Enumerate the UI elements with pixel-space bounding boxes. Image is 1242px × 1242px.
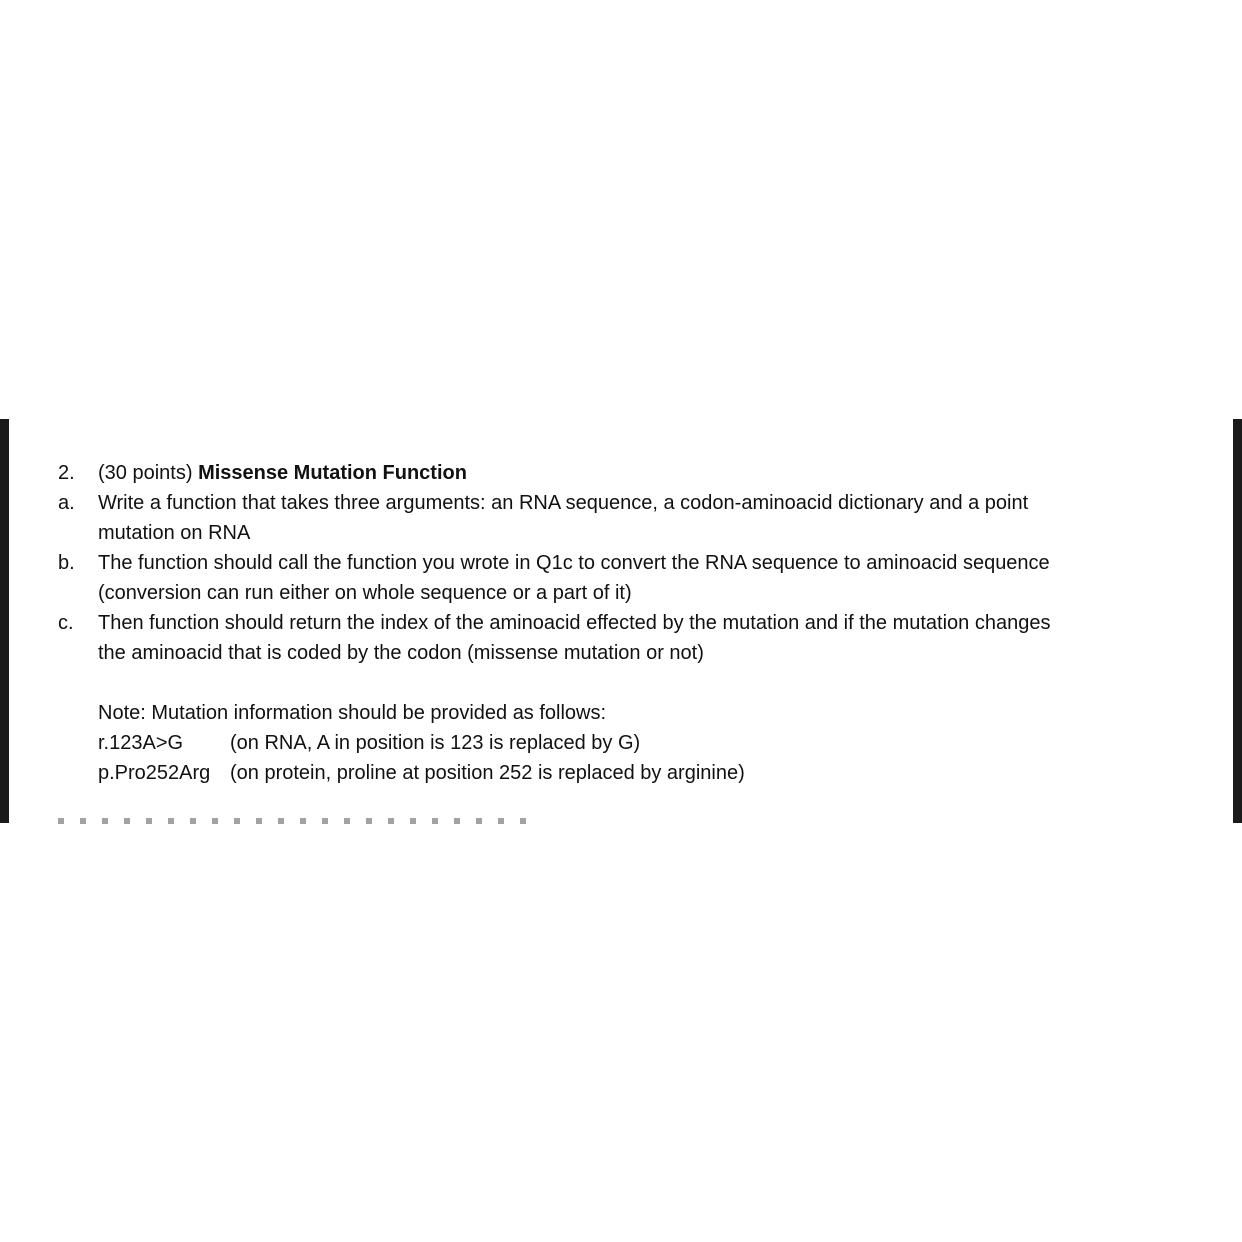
note-example-protein [58, 758, 1178, 788]
item-line: The function should call the function you wrote in Q1c to convert the RNA sequence to aminoacid sequence [98, 552, 1050, 574]
left-frame-bar [0, 419, 9, 823]
note-example-code: r.123A>G [98, 732, 184, 754]
question-block [58, 458, 1178, 788]
item-line: the aminoacid that is coded by the codon (missense mutation or not) [98, 642, 704, 664]
question-heading [58, 458, 1178, 488]
note-example-code: p.Pro252Arg [98, 762, 211, 784]
list-item-c [58, 608, 1178, 668]
question-points: (30 points) [98, 462, 193, 484]
list-item-a [58, 488, 1178, 548]
list-item-b [58, 548, 1178, 608]
note-example-description: (on RNA, A in position is 123 is replaced by G) [230, 732, 641, 754]
spacer [58, 668, 1178, 698]
note-heading: Note: Mutation information should be provided as follows: [98, 702, 607, 724]
right-frame-bar [1233, 419, 1242, 823]
item-line: (conversion can run either on whole sequence or a part of it) [98, 582, 632, 604]
item-marker: a. [58, 492, 75, 514]
item-line: Write a function that takes three arguments: an RNA sequence, a codon-aminoacid dictionary and a point [98, 492, 1029, 514]
question-number: 2. [58, 462, 75, 484]
item-marker: b. [58, 552, 75, 574]
note-example-rna [58, 728, 1178, 758]
item-marker: c. [58, 612, 74, 634]
cut-off-next-line [58, 818, 528, 824]
note-example-description: (on protein, proline at position 252 is replaced by arginine) [230, 762, 745, 784]
question-title: Missense Mutation Function [198, 462, 467, 484]
item-line: mutation on RNA [98, 522, 251, 544]
item-line: Then function should return the index of the aminoacid effected by the mutation and if the mutation changes [98, 612, 1051, 634]
